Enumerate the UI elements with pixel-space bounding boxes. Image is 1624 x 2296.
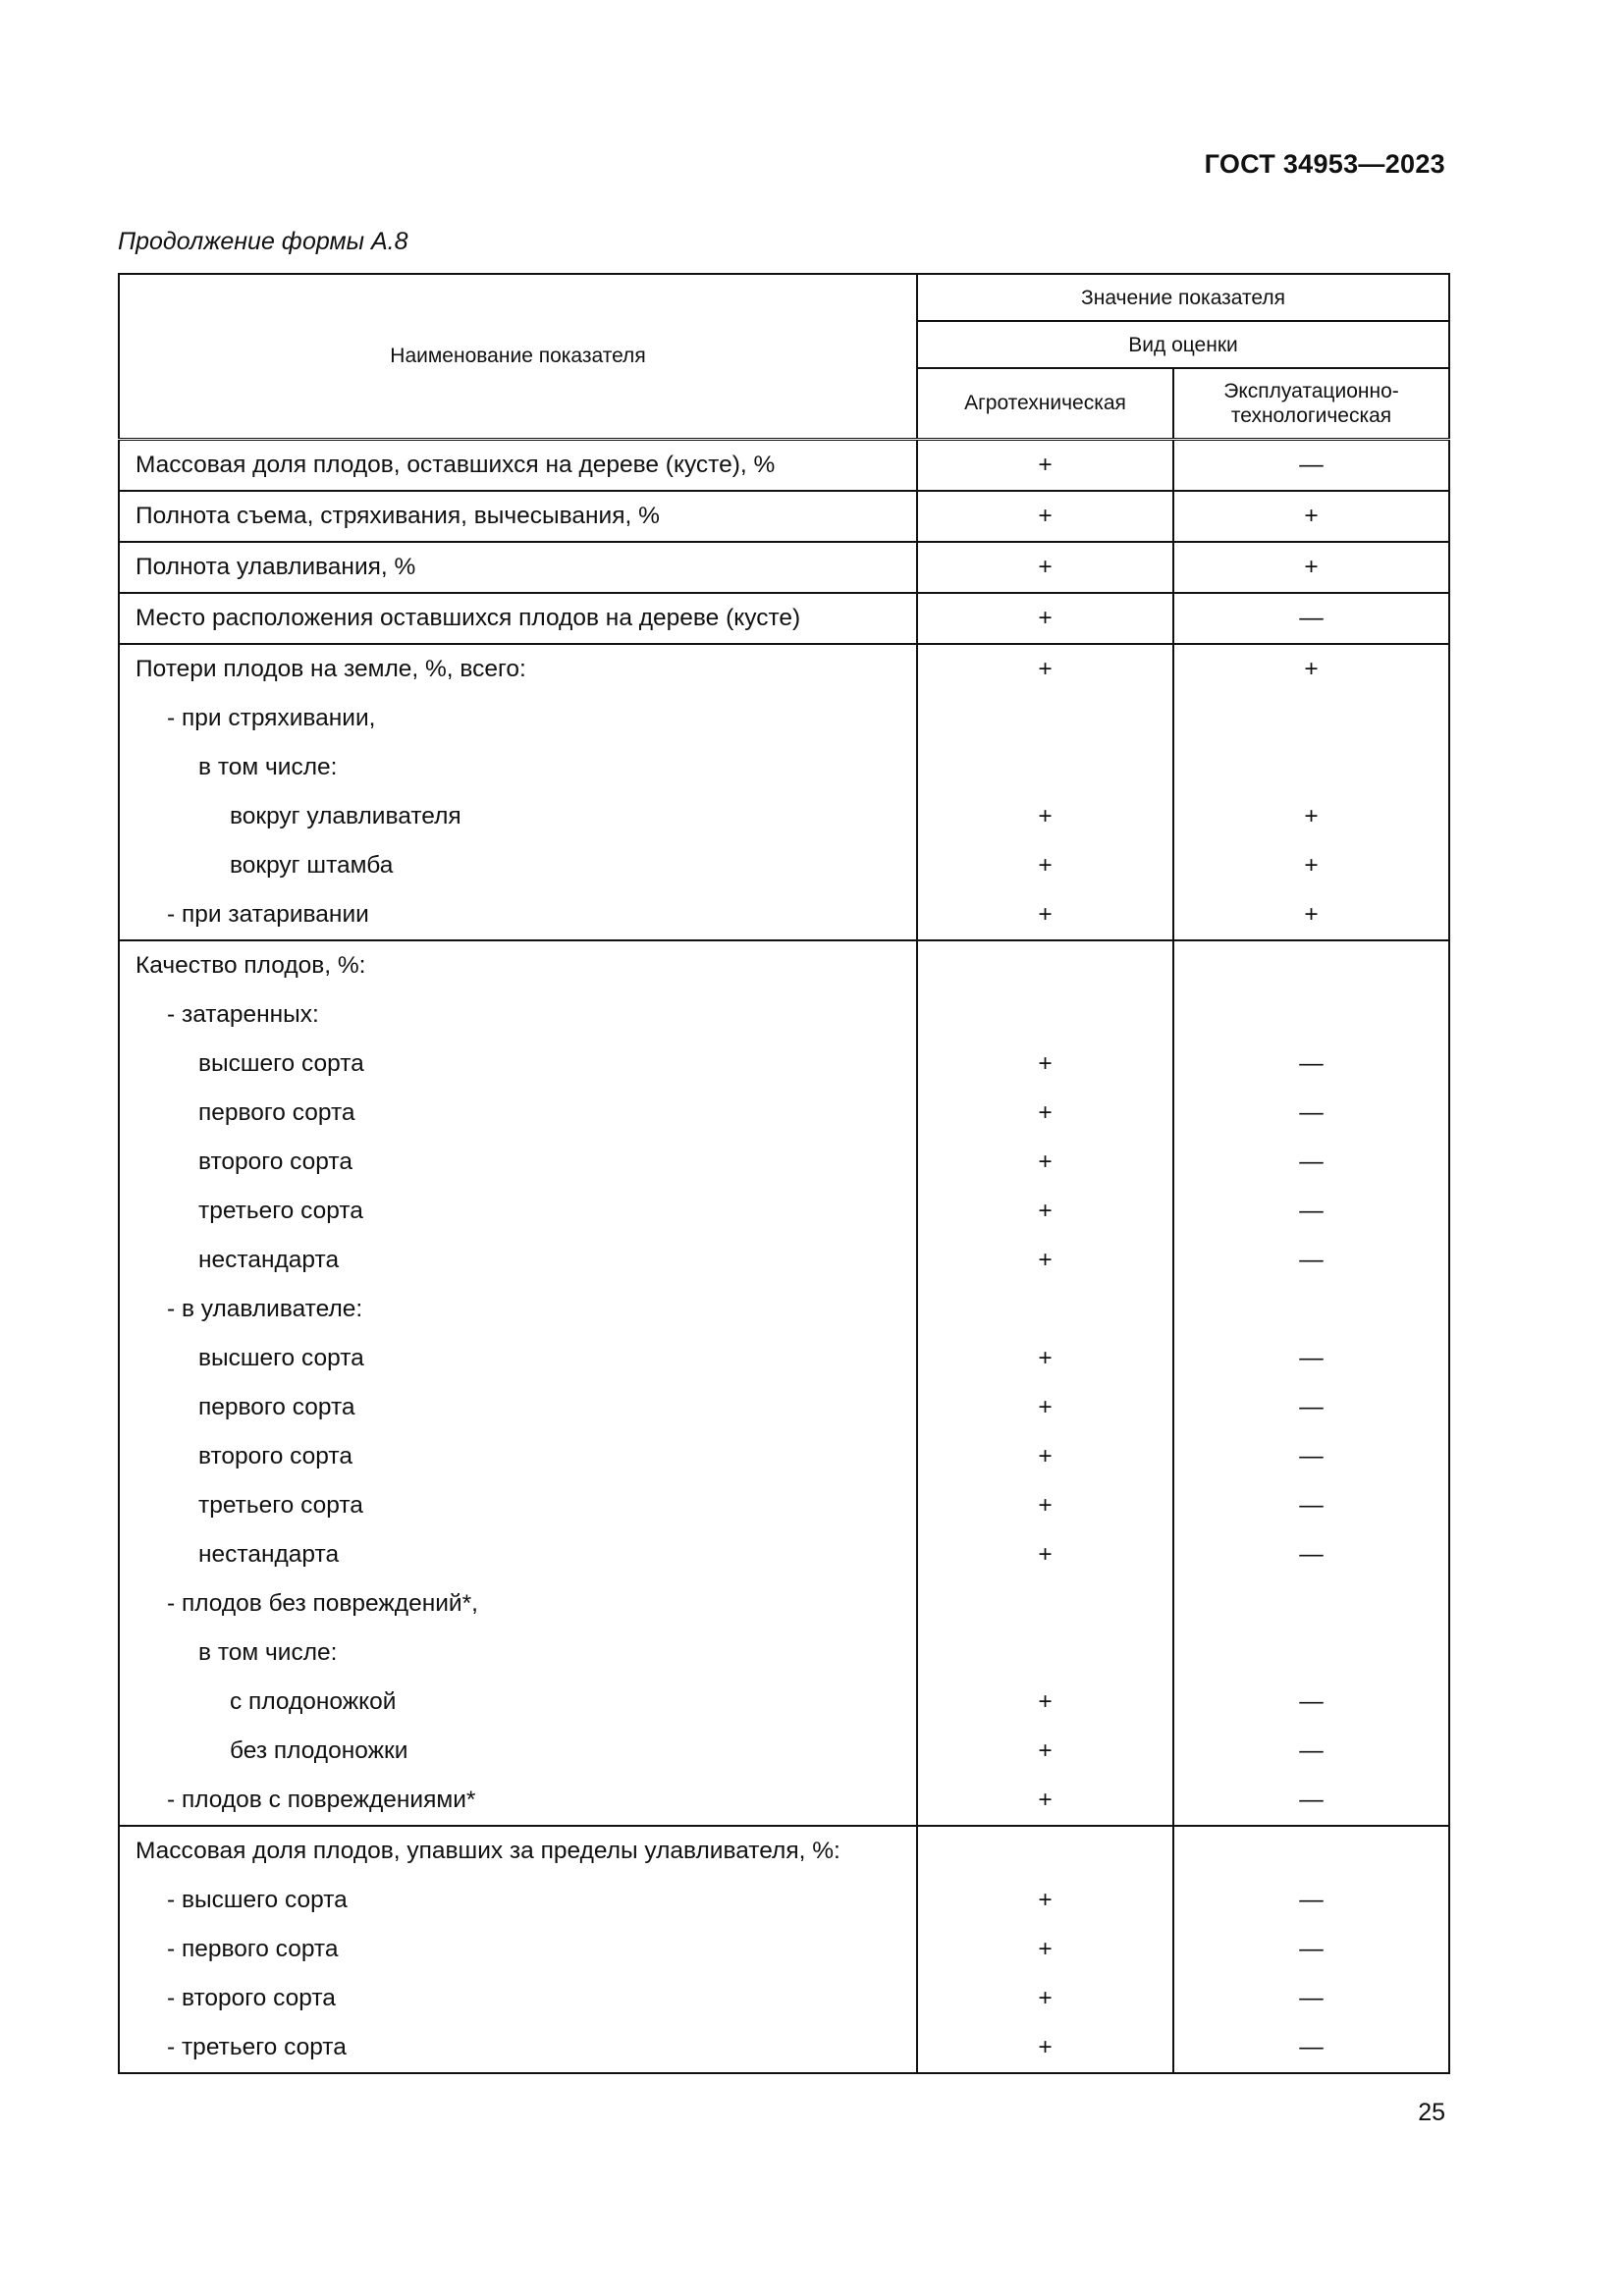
cell-agro: + (917, 542, 1173, 593)
cell-agro (917, 1629, 1173, 1678)
table-row (119, 1826, 1449, 1876)
cell-expl: + (1173, 890, 1449, 940)
cell-expl: — (1173, 1236, 1449, 1285)
table-row (119, 792, 1449, 841)
row-label: - плодов с повреждениями* (119, 1776, 917, 1826)
table-row (119, 439, 1449, 491)
cell-expl: — (1173, 1432, 1449, 1481)
cell-agro: + (917, 1481, 1173, 1530)
cell-expl: — (1173, 1530, 1449, 1579)
cell-expl: — (1173, 1876, 1449, 1925)
document-code: ГОСТ 34953—2023 (1204, 149, 1445, 179)
cell-agro (917, 990, 1173, 1040)
page-number: 25 (1418, 2099, 1445, 2126)
table-row (119, 940, 1449, 990)
cell-expl (1173, 1579, 1449, 1629)
row-label: второго сорта (119, 1138, 917, 1187)
cell-expl: — (1173, 2023, 1449, 2073)
cell-agro: + (917, 792, 1173, 841)
cell-expl: — (1173, 1138, 1449, 1187)
row-label: - при затаривании (119, 890, 917, 940)
cell-agro: + (917, 1925, 1173, 1974)
cell-expl: — (1173, 1678, 1449, 1727)
header-operational (1173, 368, 1449, 439)
row-label: - при стряхивании, (119, 694, 917, 743)
cell-expl: + (1173, 491, 1449, 542)
header-indicator-value: Значение показателя (917, 274, 1449, 321)
cell-agro: + (917, 1187, 1173, 1236)
table-row (119, 1383, 1449, 1432)
cell-agro: + (917, 1974, 1173, 2023)
row-label: - затаренных: (119, 990, 917, 1040)
cell-expl (1173, 743, 1449, 792)
table-row (119, 2023, 1449, 2073)
row-label: Место расположения оставшихся плодов на дереве (кусте) (119, 593, 917, 644)
cell-expl: — (1173, 1776, 1449, 1826)
table-row (119, 1629, 1449, 1678)
cell-agro (917, 940, 1173, 990)
row-label: - в улавливателе: (119, 1285, 917, 1334)
cell-agro: + (917, 1727, 1173, 1776)
cell-expl: — (1173, 1187, 1449, 1236)
table-row (119, 990, 1449, 1040)
table-row (119, 542, 1449, 593)
cell-agro: + (917, 1236, 1173, 1285)
row-label: - второго сорта (119, 1974, 917, 2023)
cell-agro: + (917, 1138, 1173, 1187)
cell-expl: — (1173, 593, 1449, 644)
cell-agro: + (917, 1678, 1173, 1727)
cell-expl (1173, 1826, 1449, 1876)
indicators-table (118, 273, 1450, 2074)
cell-expl: — (1173, 1089, 1449, 1138)
cell-expl: — (1173, 1383, 1449, 1432)
row-label: - плодов без повреждений*, (119, 1579, 917, 1629)
cell-agro: + (917, 439, 1173, 491)
table-row (119, 491, 1449, 542)
row-label: Массовая доля плодов, оставшихся на дереве (кусте), % (119, 439, 917, 491)
table-row (119, 694, 1449, 743)
table-header (119, 274, 1449, 439)
row-label: Полнота улавливания, % (119, 542, 917, 593)
cell-expl (1173, 1629, 1449, 1678)
row-label: Качество плодов, %: (119, 940, 917, 990)
table-row (119, 1530, 1449, 1579)
row-label: - первого сорта (119, 1925, 917, 1974)
cell-expl: — (1173, 1925, 1449, 1974)
row-label: в том числе: (119, 743, 917, 792)
row-label: первого сорта (119, 1383, 917, 1432)
cell-agro: + (917, 841, 1173, 890)
cell-agro: + (917, 1530, 1173, 1579)
table-row (119, 1432, 1449, 1481)
cell-expl (1173, 990, 1449, 1040)
cell-expl (1173, 940, 1449, 990)
row-label: в том числе: (119, 1629, 917, 1678)
cell-agro: + (917, 491, 1173, 542)
cell-agro: + (917, 1876, 1173, 1925)
table-row (119, 1727, 1449, 1776)
row-label: Потери плодов на земле, %, всего: (119, 644, 917, 694)
cell-agro: + (917, 593, 1173, 644)
cell-agro (917, 1579, 1173, 1629)
row-label: третьего сорта (119, 1187, 917, 1236)
row-label: с плодоножкой (119, 1678, 917, 1727)
header-agrotechnical: Агротехническая (917, 368, 1173, 439)
row-label: высшего сорта (119, 1334, 917, 1383)
cell-agro: + (917, 2023, 1173, 2073)
row-label: второго сорта (119, 1432, 917, 1481)
row-label: вокруг штамба (119, 841, 917, 890)
table-row (119, 1334, 1449, 1383)
table-row (119, 1579, 1449, 1629)
cell-expl: — (1173, 1481, 1449, 1530)
row-label: нестандарта (119, 1530, 917, 1579)
table-row (119, 1974, 1449, 2023)
cell-expl: — (1173, 1334, 1449, 1383)
cell-agro (917, 1826, 1173, 1876)
cell-expl: — (1173, 1974, 1449, 2023)
row-label: вокруг улавливателя (119, 792, 917, 841)
row-label: - высшего сорта (119, 1876, 917, 1925)
row-label: - третьего сорта (119, 2023, 917, 2073)
cell-expl: — (1173, 439, 1449, 491)
cell-agro: + (917, 1432, 1173, 1481)
cell-agro: + (917, 1383, 1173, 1432)
row-label: без плодоножки (119, 1727, 917, 1776)
row-label: третьего сорта (119, 1481, 917, 1530)
table-row (119, 1481, 1449, 1530)
row-label: Массовая доля плодов, упавших за пределы улавливателя, %: (119, 1826, 917, 1876)
cell-expl (1173, 694, 1449, 743)
cell-expl: + (1173, 841, 1449, 890)
cell-expl: — (1173, 1040, 1449, 1089)
row-label: высшего сорта (119, 1040, 917, 1089)
table-row (119, 1285, 1449, 1334)
table-row (119, 1876, 1449, 1925)
header-indicator-name: Наименование показателя (119, 274, 917, 439)
table-row (119, 593, 1449, 644)
cell-expl (1173, 1285, 1449, 1334)
cell-agro: + (917, 1040, 1173, 1089)
header-evaluation-type: Вид оценки (917, 321, 1449, 368)
cell-expl: + (1173, 542, 1449, 593)
cell-agro (917, 743, 1173, 792)
cell-agro: + (917, 1089, 1173, 1138)
cell-agro (917, 1285, 1173, 1334)
row-label: Полнота съема, стряхивания, вычесывания, % (119, 491, 917, 542)
cell-expl: — (1173, 1727, 1449, 1776)
table-row (119, 1678, 1449, 1727)
row-label: нестандарта (119, 1236, 917, 1285)
cell-agro: + (917, 1334, 1173, 1383)
cell-expl: + (1173, 644, 1449, 694)
form-caption: Продолжение формы А.8 (118, 228, 408, 255)
table-row (119, 1236, 1449, 1285)
table-row (119, 1187, 1449, 1236)
table-row (119, 1776, 1449, 1826)
table-row (119, 890, 1449, 940)
header-operational-label: Эксплуатационно-технологическая (1223, 379, 1399, 427)
cell-agro: + (917, 890, 1173, 940)
cell-expl: + (1173, 792, 1449, 841)
table-row (119, 1089, 1449, 1138)
table-row (119, 644, 1449, 694)
cell-agro (917, 694, 1173, 743)
table-row (119, 1925, 1449, 1974)
table-row (119, 1138, 1449, 1187)
row-label: первого сорта (119, 1089, 917, 1138)
table-row (119, 841, 1449, 890)
cell-agro: + (917, 1776, 1173, 1826)
table-row (119, 1040, 1449, 1089)
cell-agro: + (917, 644, 1173, 694)
table-row (119, 743, 1449, 792)
